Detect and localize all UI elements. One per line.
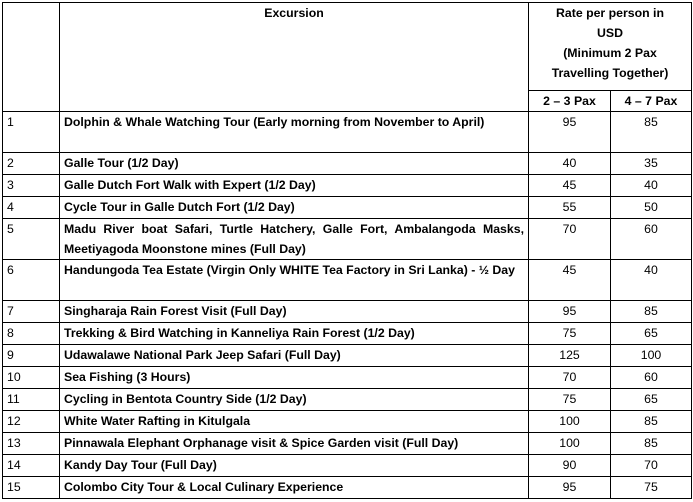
rate-2-3-pax: 75: [529, 389, 611, 411]
row-number: 5: [3, 219, 60, 260]
excursion-name: Udawalawe National Park Jeep Safari (Full Day): [60, 345, 529, 367]
row-number: 14: [3, 455, 60, 477]
excursion-name: Handungoda Tea Estate (Virgin Only WHITE Tea Factory in Sri Lanka) - ½ Day: [60, 260, 529, 301]
rate-header-line4: Travelling Together): [551, 66, 669, 80]
rate-header-line3: (Minimum 2 Pax: [563, 46, 657, 60]
table-row: [3, 367, 692, 389]
number-column-header: [3, 3, 60, 112]
table-row: [3, 389, 692, 411]
rate-2-3-pax: 95: [529, 477, 611, 499]
rate-4-7-pax: 50: [611, 197, 692, 219]
table-row: [3, 153, 692, 175]
rate-4-7-pax: 40: [611, 175, 692, 197]
rate-4-7-pax: 60: [611, 367, 692, 389]
table-row: [3, 197, 692, 219]
rate-2-3-pax: 125: [529, 345, 611, 367]
rate-4-7-pax: 85: [611, 433, 692, 455]
excursion-rate-table: [2, 2, 692, 499]
row-number: 2: [3, 153, 60, 175]
rate-4-7-pax: 85: [611, 411, 692, 433]
excursion-name: Cycling in Bentota Country Side (1/2 Day): [60, 389, 529, 411]
row-number: 11: [3, 389, 60, 411]
rate-2-3-pax: 100: [529, 433, 611, 455]
row-number: 7: [3, 301, 60, 323]
rate-2-3-pax: 40: [529, 153, 611, 175]
rate-2-3-pax: 95: [529, 112, 611, 153]
row-number: 12: [3, 411, 60, 433]
table-row: [3, 260, 692, 301]
rate-4-7-pax: 40: [611, 260, 692, 301]
table-row: [3, 219, 692, 260]
row-number: 1: [3, 112, 60, 153]
row-number: 8: [3, 323, 60, 345]
excursion-column-header: Excursion: [60, 3, 529, 112]
excursion-name: Pinnawala Elephant Orphanage visit & Spice Garden visit (Full Day): [60, 433, 529, 455]
excursion-name: Galle Tour (1/2 Day): [60, 153, 529, 175]
rate-column-header: [529, 3, 692, 91]
rate-4-7-pax: 85: [611, 112, 692, 153]
rate-4-7-pax: 85: [611, 301, 692, 323]
excursion-name: Cycle Tour in Galle Dutch Fort (1/2 Day): [60, 197, 529, 219]
rate-2-3-pax: 45: [529, 260, 611, 301]
excursion-name: Colombo City Tour & Local Culinary Experience: [60, 477, 529, 499]
row-number: 10: [3, 367, 60, 389]
excursion-name: Singharaja Rain Forest Visit (Full Day): [60, 301, 529, 323]
row-number: 3: [3, 175, 60, 197]
row-number: 6: [3, 260, 60, 301]
rate-header-line1: Rate per person in: [556, 6, 664, 20]
rate-2-3-pax: 70: [529, 219, 611, 260]
rate-4-7-pax: 35: [611, 153, 692, 175]
table-row: [3, 433, 692, 455]
rate-4-7-pax: 65: [611, 389, 692, 411]
row-number: 13: [3, 433, 60, 455]
rate-2-3-pax: 45: [529, 175, 611, 197]
excursion-name: Kandy Day Tour (Full Day): [60, 455, 529, 477]
excursion-name: Madu River boat Safari, Turtle Hatchery, Galle Fort, Ambalangoda Masks, Meetiyagoda Moonstone mines (Full Day): [60, 219, 529, 260]
header-row: [3, 3, 692, 91]
col-4-7-pax-header: 4 – 7 Pax: [611, 91, 692, 112]
row-number: 15: [3, 477, 60, 499]
excursion-name: White Water Rafting in Kitulgala: [60, 411, 529, 433]
row-number: 9: [3, 345, 60, 367]
rate-4-7-pax: 70: [611, 455, 692, 477]
table-row: [3, 411, 692, 433]
table-row: [3, 477, 692, 499]
rate-4-7-pax: 100: [611, 345, 692, 367]
table-row: [3, 345, 692, 367]
table-row: [3, 323, 692, 345]
table-row: [3, 175, 692, 197]
excursion-name: Dolphin & Whale Watching Tour (Early morning from November to April): [60, 112, 529, 153]
table-row: [3, 455, 692, 477]
rate-2-3-pax: 55: [529, 197, 611, 219]
table-row: [3, 301, 692, 323]
row-number: 4: [3, 197, 60, 219]
rate-4-7-pax: 65: [611, 323, 692, 345]
rate-2-3-pax: 70: [529, 367, 611, 389]
table-row: [3, 112, 692, 153]
col-2-3-pax-header: 2 – 3 Pax: [529, 91, 611, 112]
rate-header-line2: USD: [597, 26, 623, 40]
rate-2-3-pax: 90: [529, 455, 611, 477]
rate-2-3-pax: 95: [529, 301, 611, 323]
rate-2-3-pax: 75: [529, 323, 611, 345]
excursion-name: Trekking & Bird Watching in Kanneliya Rain Forest (1/2 Day): [60, 323, 529, 345]
excursion-name: Sea Fishing (3 Hours): [60, 367, 529, 389]
excursion-name: Galle Dutch Fort Walk with Expert (1/2 Day): [60, 175, 529, 197]
rate-2-3-pax: 100: [529, 411, 611, 433]
rate-4-7-pax: 60: [611, 219, 692, 260]
rate-4-7-pax: 75: [611, 477, 692, 499]
